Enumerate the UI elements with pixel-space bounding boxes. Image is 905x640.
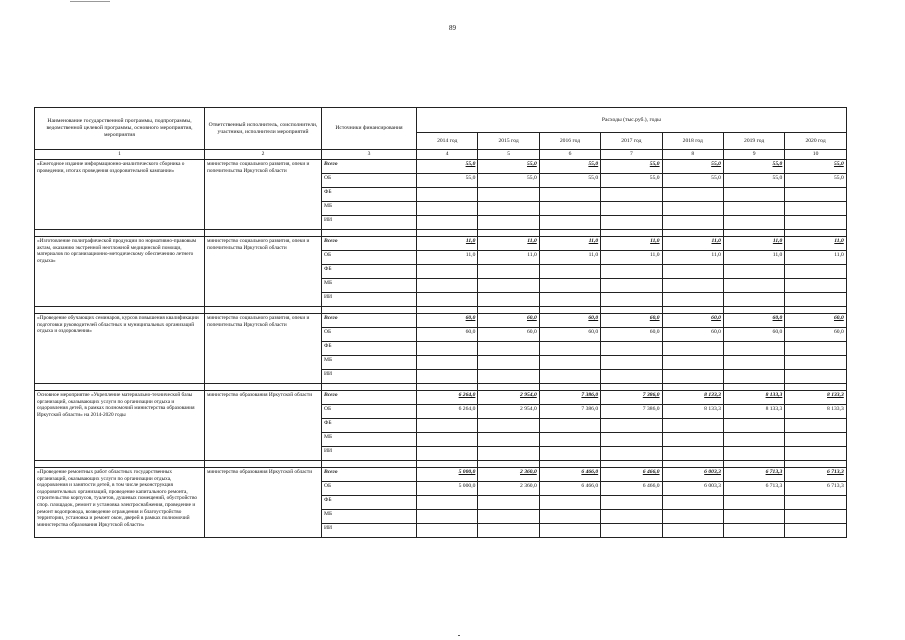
gap-cell <box>539 307 600 314</box>
expense-value <box>785 524 846 538</box>
expense-value <box>723 265 784 279</box>
gap-cell <box>662 230 723 237</box>
expense-value <box>785 496 846 510</box>
funding-source: МБ <box>322 433 417 447</box>
expense-value: 60,0 <box>478 314 539 328</box>
funding-source: МБ <box>322 510 417 524</box>
expense-value <box>478 216 539 230</box>
expense-value <box>662 510 723 524</box>
header-executor: Ответственный исполнитель, соисполнители, участники, исполнители мероприятий <box>205 108 322 150</box>
expense-value: 55,0 <box>539 174 600 188</box>
expense-value: 60,0 <box>662 328 723 342</box>
header-source: Источники финансирования <box>322 108 417 150</box>
expense-value: 11,0 <box>478 237 539 251</box>
expense-value <box>601 202 662 216</box>
expense-value <box>601 188 662 202</box>
expense-value <box>539 356 600 370</box>
column-number: 5 <box>478 150 539 160</box>
header-expenses: Расходы (тыс.руб.), годы <box>417 108 847 133</box>
expense-value: 8 133,3 <box>723 391 784 405</box>
gap-cell <box>205 230 322 237</box>
expense-value <box>662 342 723 356</box>
expense-value: 11,0 <box>785 251 846 265</box>
expense-value <box>417 265 478 279</box>
expense-value <box>539 524 600 538</box>
gap-cell <box>723 307 784 314</box>
table-row <box>35 314 847 328</box>
expense-value <box>417 447 478 461</box>
expense-value: 2 954,0 <box>478 391 539 405</box>
expense-value: 11,0 <box>539 251 600 265</box>
column-number: 9 <box>723 150 784 160</box>
expense-value <box>662 419 723 433</box>
expense-value <box>785 293 846 307</box>
gap-cell <box>205 461 322 468</box>
gap-cell <box>601 384 662 391</box>
funding-source: ИИ <box>322 370 417 384</box>
expense-value: 60,0 <box>785 328 846 342</box>
expense-value <box>417 370 478 384</box>
expense-value <box>601 419 662 433</box>
expense-value <box>785 342 846 356</box>
program-name: «Ежегодное издание информационно-аналитического сборника о проведении, итогах проведения оздоровительной кампании» <box>35 160 205 230</box>
gap-cell <box>322 230 417 237</box>
expense-value: 11,0 <box>662 251 723 265</box>
gap-cell <box>601 230 662 237</box>
gap-cell <box>785 384 846 391</box>
expense-value <box>417 216 478 230</box>
gap-cell <box>35 230 205 237</box>
expense-value: 2 954,0 <box>478 405 539 419</box>
funding-source: ОБ <box>322 328 417 342</box>
table-row <box>35 237 847 251</box>
expense-value: 5 000,0 <box>417 482 478 496</box>
expense-value <box>478 419 539 433</box>
funding-source: ФБ <box>322 419 417 433</box>
table-row <box>35 391 847 405</box>
gap-cell <box>539 230 600 237</box>
expense-value <box>478 293 539 307</box>
gap-cell <box>417 230 478 237</box>
expense-value <box>723 496 784 510</box>
expense-value: 11,0 <box>417 251 478 265</box>
column-number: 10 <box>785 150 846 160</box>
expense-value: 7 386,0 <box>539 405 600 419</box>
expense-value: 8 133,3 <box>723 405 784 419</box>
expense-value <box>785 356 846 370</box>
gap-cell <box>723 384 784 391</box>
funding-source: ИИ <box>322 524 417 538</box>
expense-value <box>601 356 662 370</box>
header-year: 2016 год <box>539 133 600 150</box>
expense-value: 6 466,0 <box>539 482 600 496</box>
expense-value: 55,0 <box>662 160 723 174</box>
gap-cell <box>478 307 539 314</box>
expense-value <box>417 419 478 433</box>
expense-value: 7 386,0 <box>601 405 662 419</box>
expense-value <box>662 370 723 384</box>
expense-value <box>417 433 478 447</box>
expense-value: 11,0 <box>539 237 600 251</box>
expense-value: 6 713,3 <box>785 482 846 496</box>
expense-value <box>539 433 600 447</box>
expense-value <box>723 216 784 230</box>
expense-value <box>785 447 846 461</box>
expense-value: 6 713,3 <box>785 468 846 482</box>
expense-value: 8 133,3 <box>662 405 723 419</box>
block-gap <box>35 230 847 237</box>
expense-value <box>723 293 784 307</box>
funding-source: МБ <box>322 279 417 293</box>
gap-cell <box>785 461 846 468</box>
expense-value <box>785 433 846 447</box>
expense-value <box>601 293 662 307</box>
block-gap <box>35 307 847 314</box>
expense-value: 55,0 <box>478 174 539 188</box>
executor: министерство социального развития, опеки и попечительства Иркутской области <box>205 160 322 230</box>
expense-value <box>417 293 478 307</box>
expense-value <box>478 510 539 524</box>
expense-value: 55,0 <box>785 174 846 188</box>
expense-value: 55,0 <box>723 160 784 174</box>
expense-value <box>417 342 478 356</box>
expense-value: 6 264,0 <box>417 405 478 419</box>
expense-value <box>601 342 662 356</box>
header-year: 2019 год <box>723 133 784 150</box>
expense-value <box>723 356 784 370</box>
header-year: 2015 год <box>478 133 539 150</box>
expense-value: 11,0 <box>601 251 662 265</box>
expense-value: 60,0 <box>417 328 478 342</box>
expense-value <box>662 433 723 447</box>
expense-value <box>601 216 662 230</box>
expense-value <box>539 216 600 230</box>
gap-cell <box>662 307 723 314</box>
expense-value <box>662 216 723 230</box>
expense-value: 60,0 <box>601 314 662 328</box>
expense-value <box>662 496 723 510</box>
expense-value: 11,0 <box>478 251 539 265</box>
expense-value <box>539 510 600 524</box>
expense-value <box>478 447 539 461</box>
gap-cell <box>478 384 539 391</box>
expense-value <box>539 279 600 293</box>
expense-value <box>662 356 723 370</box>
expense-value <box>478 370 539 384</box>
expense-value <box>601 524 662 538</box>
expense-value <box>785 419 846 433</box>
expense-value <box>478 279 539 293</box>
funding-source: Всего <box>322 391 417 405</box>
page-number: 89 <box>449 24 456 32</box>
expense-value: 60,0 <box>601 328 662 342</box>
funding-source: МБ <box>322 356 417 370</box>
expense-value: 60,0 <box>723 314 784 328</box>
expense-value <box>601 370 662 384</box>
expense-value: 2 360,0 <box>478 482 539 496</box>
gap-cell <box>417 307 478 314</box>
funding-source: Всего <box>322 468 417 482</box>
expense-value <box>539 419 600 433</box>
gap-cell <box>205 384 322 391</box>
executor: министерство социального развития, опеки и попечительства Иркутской области <box>205 314 322 384</box>
expense-value: 11,0 <box>723 251 784 265</box>
header-name: Наименование государственной программы, подпрограммы, ведомственной целевой программы, основного мероприятия, мероприятия <box>35 108 205 150</box>
expense-value: 11,0 <box>601 237 662 251</box>
gap-cell <box>322 307 417 314</box>
program-name: «Изготовление полиграфической продукции по нормативно-правовым актам, оказанию экстренной неотложной медицинской помощи, материалов по организационно-методическому обеспечению летнего отдыха» <box>35 237 205 307</box>
program-name: «Проведение ремонтных работ областных государственных организаций, оказывающих услуги по организации отдыха, оздоровления и занятости детей, в том числе реконструкция оздоровительных организаций, проведение капитального ремонта, строительство корпусов, туалетов, душевых помещений, обустройство спор. площадок, ремонт и установка электроснабжения, проведение и ремонт водопровода, возведение ограждения и благоустройство территории, установка и ремонт окон, дверей в рамках полномочий министерства образования Иркутской области» <box>35 468 205 538</box>
expense-value <box>539 447 600 461</box>
gap-cell <box>785 307 846 314</box>
expense-value <box>601 433 662 447</box>
expense-value <box>723 447 784 461</box>
gap-cell <box>785 230 846 237</box>
table-row <box>35 468 847 482</box>
gap-cell <box>478 230 539 237</box>
expense-value <box>601 265 662 279</box>
gap-cell <box>35 307 205 314</box>
expense-value <box>785 202 846 216</box>
gap-cell <box>417 461 478 468</box>
scan-mark <box>70 1 110 2</box>
expense-value <box>662 293 723 307</box>
gap-cell <box>539 461 600 468</box>
expense-value <box>478 356 539 370</box>
gap-cell <box>723 230 784 237</box>
expense-value <box>417 279 478 293</box>
expense-value: 11,0 <box>723 237 784 251</box>
expense-value: 6 713,3 <box>723 468 784 482</box>
expense-value: 55,0 <box>785 160 846 174</box>
expense-value <box>662 265 723 279</box>
column-number: 6 <box>539 150 600 160</box>
program-name: Основное мероприятие «Укрепление материально-технической базы организаций, оказывающих услуги по организации отдыха и оздоровления детей, в рамках полномочий министерства образования Иркутской области» на 2014-2020 годы <box>35 391 205 461</box>
expense-value: 60,0 <box>478 328 539 342</box>
expense-value <box>785 510 846 524</box>
block-gap <box>35 384 847 391</box>
funding-source: ОБ <box>322 174 417 188</box>
column-number: 8 <box>662 150 723 160</box>
expense-value <box>723 342 784 356</box>
funding-source: ИИ <box>322 216 417 230</box>
expense-value <box>417 496 478 510</box>
expense-value <box>478 524 539 538</box>
expense-value: 6 466,0 <box>601 482 662 496</box>
expense-value: 55,0 <box>601 174 662 188</box>
expense-value <box>417 524 478 538</box>
expense-value <box>785 188 846 202</box>
expense-value <box>601 279 662 293</box>
funding-source: Всего <box>322 160 417 174</box>
expense-value <box>662 202 723 216</box>
gap-cell <box>662 384 723 391</box>
expense-value: 7 386,0 <box>539 391 600 405</box>
expense-value: 8 133,3 <box>785 391 846 405</box>
expense-value <box>662 279 723 293</box>
funding-source: ИИ <box>322 293 417 307</box>
expense-value <box>539 202 600 216</box>
gap-cell <box>322 384 417 391</box>
expense-value: 6 713,3 <box>723 482 784 496</box>
expense-value: 8 133,3 <box>662 391 723 405</box>
expense-value <box>417 188 478 202</box>
funding-source: ОБ <box>322 405 417 419</box>
expense-value: 55,0 <box>539 160 600 174</box>
expense-value: 2 360,0 <box>478 468 539 482</box>
expense-value: 6 264,0 <box>417 391 478 405</box>
expense-value: 60,0 <box>785 314 846 328</box>
expense-value <box>478 265 539 279</box>
expense-value: 55,0 <box>723 174 784 188</box>
expense-value <box>723 279 784 293</box>
gap-cell <box>205 307 322 314</box>
expense-value <box>723 188 784 202</box>
expense-value <box>601 496 662 510</box>
executor: министерство образования Иркутской области <box>205 391 322 461</box>
expense-value <box>417 202 478 216</box>
gap-cell <box>35 461 205 468</box>
expense-value <box>539 496 600 510</box>
executor: министерство социального развития, опеки и попечительства Иркутской области <box>205 237 322 307</box>
gap-cell <box>322 461 417 468</box>
funding-source: ИИ <box>322 447 417 461</box>
expense-value <box>478 342 539 356</box>
expense-value: 11,0 <box>785 237 846 251</box>
gap-cell <box>478 461 539 468</box>
block-gap <box>35 461 847 468</box>
expense-value <box>539 265 600 279</box>
expense-value: 7 386,0 <box>601 391 662 405</box>
expense-value: 55,0 <box>417 160 478 174</box>
funding-source: Всего <box>322 237 417 251</box>
executor: министерство образования Иркутской области <box>205 468 322 538</box>
expenses-table <box>34 107 847 538</box>
expense-value <box>539 188 600 202</box>
expense-value <box>662 447 723 461</box>
expense-value: 55,0 <box>662 174 723 188</box>
expense-value <box>723 419 784 433</box>
expense-value: 55,0 <box>417 174 478 188</box>
expense-value <box>723 202 784 216</box>
funding-source: Всего <box>322 314 417 328</box>
column-number: 1 <box>35 150 205 160</box>
expense-value <box>478 433 539 447</box>
expense-value <box>539 342 600 356</box>
column-number: 2 <box>205 150 322 160</box>
expense-value <box>785 279 846 293</box>
expense-value <box>723 510 784 524</box>
funding-source: ФБ <box>322 265 417 279</box>
expense-value: 6 003,3 <box>662 468 723 482</box>
gap-cell <box>539 384 600 391</box>
funding-source: МБ <box>322 202 417 216</box>
expense-value: 6 003,3 <box>662 482 723 496</box>
expense-value: 5 000,0 <box>417 468 478 482</box>
column-number: 4 <box>417 150 478 160</box>
expense-value <box>785 370 846 384</box>
expense-value <box>417 356 478 370</box>
expense-value <box>785 265 846 279</box>
column-number: 3 <box>322 150 417 160</box>
expense-value: 55,0 <box>478 160 539 174</box>
gap-cell <box>662 461 723 468</box>
expense-value <box>785 216 846 230</box>
expense-value <box>662 524 723 538</box>
expense-value <box>723 524 784 538</box>
expense-value <box>539 370 600 384</box>
expense-value: 6 466,0 <box>601 468 662 482</box>
expense-value: 60,0 <box>723 328 784 342</box>
expense-value: 11,0 <box>662 237 723 251</box>
gap-cell <box>417 384 478 391</box>
expense-value: 6 466,0 <box>539 468 600 482</box>
expense-value <box>723 370 784 384</box>
gap-cell <box>601 461 662 468</box>
funding-source: ОБ <box>322 251 417 265</box>
column-number: 7 <box>601 150 662 160</box>
expense-value: 60,0 <box>417 314 478 328</box>
expense-value <box>478 496 539 510</box>
expense-value: 60,0 <box>662 314 723 328</box>
expense-value <box>478 188 539 202</box>
header-year: 2014 год <box>417 133 478 150</box>
program-name: «Проведение обучающих семинаров, курсов повышения квалификации подготовки руководителей областных и муниципальных организаций отдыха и оздоровления» <box>35 314 205 384</box>
expense-value <box>417 510 478 524</box>
funding-source: ФБ <box>322 496 417 510</box>
expense-value: 11,0 <box>417 237 478 251</box>
expense-value: 60,0 <box>539 314 600 328</box>
expense-value <box>723 433 784 447</box>
gap-cell <box>35 384 205 391</box>
expense-value <box>478 202 539 216</box>
funding-source: ОБ <box>322 482 417 496</box>
gap-cell <box>601 307 662 314</box>
funding-source: ФБ <box>322 342 417 356</box>
header-year: 2018 год <box>662 133 723 150</box>
scan-dot <box>458 635 460 636</box>
table-row <box>35 160 847 174</box>
expense-value: 60,0 <box>539 328 600 342</box>
header-year: 2017 год <box>601 133 662 150</box>
expense-value <box>601 447 662 461</box>
expense-value: 8 133,3 <box>785 405 846 419</box>
expense-value <box>601 510 662 524</box>
expense-value <box>662 188 723 202</box>
funding-source: ФБ <box>322 188 417 202</box>
header-year: 2020 год <box>785 133 846 150</box>
gap-cell <box>723 461 784 468</box>
expense-value: 55,0 <box>601 160 662 174</box>
expense-value <box>539 293 600 307</box>
